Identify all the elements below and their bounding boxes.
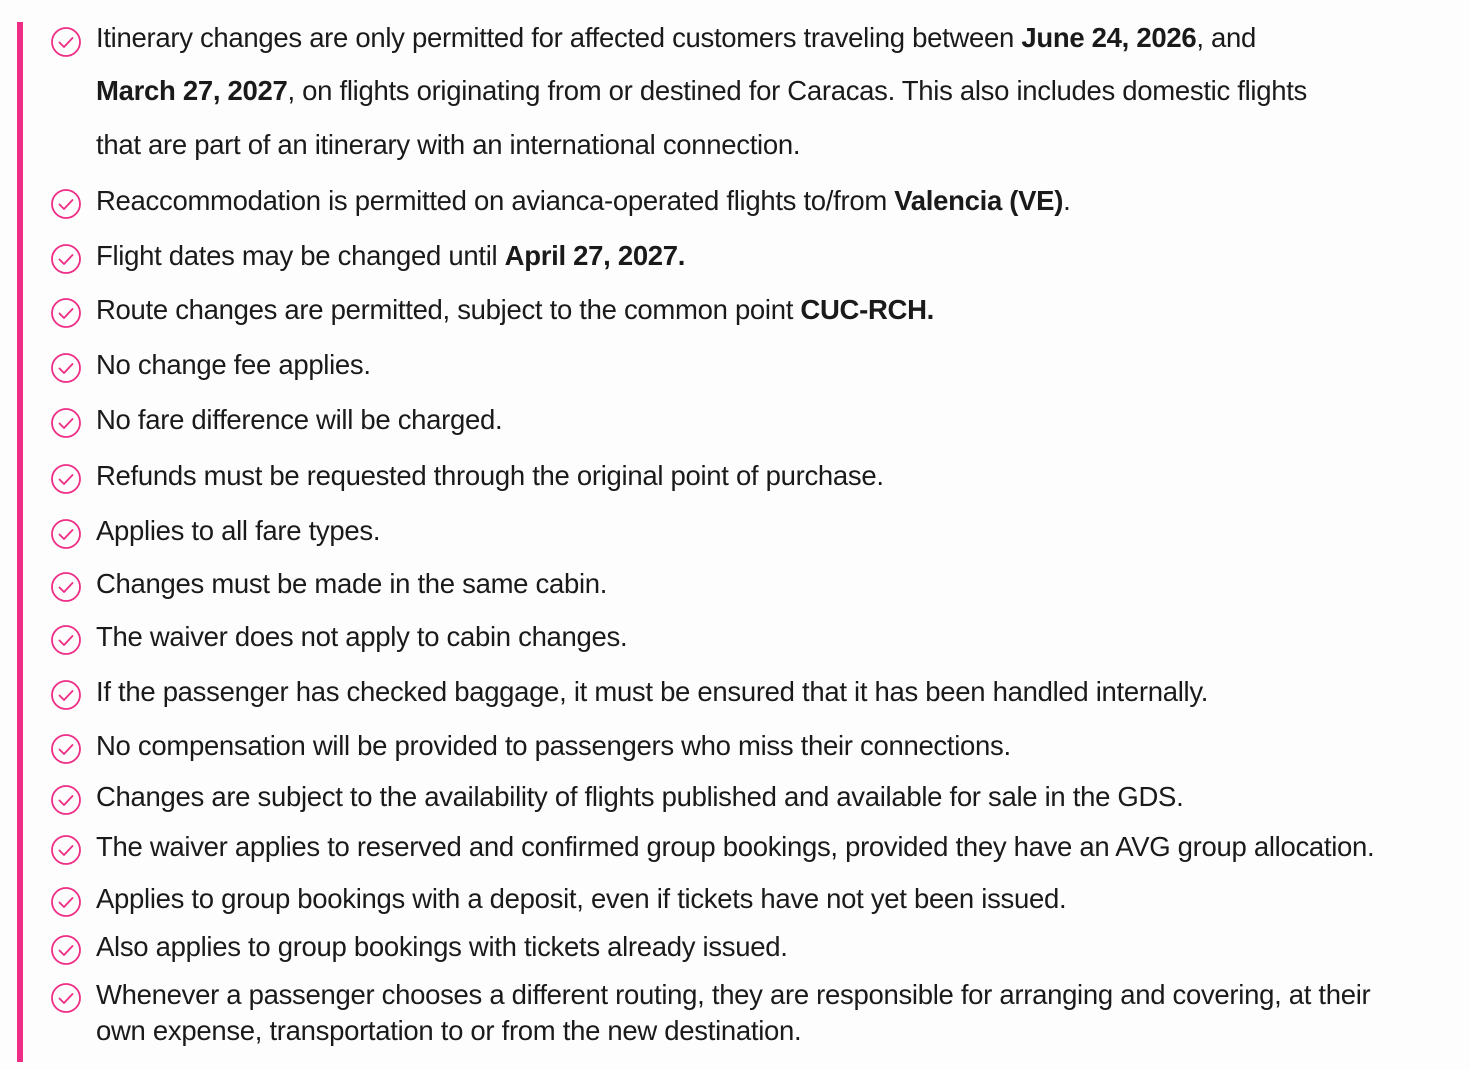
check-circle-icon	[50, 679, 82, 711]
text-segment: Whenever a passenger chooses a different routing, they are responsible for arranging and covering, at their	[96, 979, 1371, 1010]
check-circle-icon	[50, 26, 82, 58]
check-circle-icon	[50, 571, 82, 603]
text-segment: Flight dates may be changed until	[96, 240, 505, 271]
list-item-text	[96, 979, 1446, 1011]
list-item-text	[96, 730, 1446, 762]
list-item-text	[96, 1015, 1446, 1047]
list-item-text	[96, 129, 1446, 161]
check-circle-icon	[50, 934, 82, 966]
list-item-text	[96, 349, 1446, 381]
check-circle-icon	[50, 243, 82, 275]
check-circle-icon	[50, 624, 82, 656]
list-item-text	[96, 22, 1446, 54]
text-segment: that are part of an itinerary with an international connection.	[96, 129, 801, 160]
text-segment: own expense, transportation to or from the new destination.	[96, 1015, 802, 1046]
text-segment: Also applies to group bookings with tickets already issued.	[96, 931, 788, 962]
text-segment: , and	[1196, 22, 1256, 53]
list-item-text	[96, 781, 1446, 813]
list-item-text	[96, 931, 1446, 963]
list-item-text	[96, 676, 1446, 708]
list-item-text	[96, 460, 1446, 492]
list-item-text	[96, 831, 1446, 863]
check-circle-icon	[50, 297, 82, 329]
check-circle-icon	[50, 463, 82, 495]
check-circle-icon	[50, 784, 82, 816]
text-segment: If the passenger has checked baggage, it must be ensured that it has been handled internally.	[96, 676, 1209, 707]
list-item-text	[96, 621, 1446, 653]
text-segment: Reaccommodation is permitted on avianca-operated flights to/from	[96, 185, 895, 216]
check-circle-icon	[50, 407, 82, 439]
list-item-text	[96, 240, 1446, 272]
list-item-text	[96, 568, 1446, 600]
check-circle-icon	[50, 188, 82, 220]
text-segment: Refunds must be requested through the original point of purchase.	[96, 460, 884, 491]
list-item-text	[96, 294, 1446, 326]
emphasis-text: March 27, 2027	[96, 75, 288, 106]
emphasis-text: April 27, 2027.	[504, 240, 686, 271]
text-segment: Changes must be made in the same cabin.	[96, 568, 608, 599]
emphasis-text: June 24, 2026	[1021, 22, 1197, 53]
text-segment: , on flights originating from or destined for Caracas. This also includes domestic flights	[287, 75, 1308, 106]
text-segment: The waiver does not apply to cabin changes.	[96, 621, 628, 652]
text-segment: The waiver applies to reserved and confirmed group bookings, provided they have an AVG group allocation.	[96, 831, 1375, 862]
list-item-text	[96, 883, 1446, 915]
text-segment: .	[1063, 185, 1071, 216]
check-circle-icon	[50, 518, 82, 550]
text-segment: Route changes are permitted, subject to the common point	[96, 294, 801, 325]
list-item-text	[96, 75, 1446, 107]
check-circle-icon	[50, 982, 82, 1014]
list-item-text	[96, 404, 1446, 436]
text-segment: Itinerary changes are only permitted for affected customers traveling between	[96, 22, 1022, 53]
accent-bar	[17, 22, 23, 1062]
check-circle-icon	[50, 886, 82, 918]
text-segment: Applies to group bookings with a deposit, even if tickets have not yet been issued.	[96, 883, 1067, 914]
emphasis-text: CUC-RCH.	[800, 294, 934, 325]
check-circle-icon	[50, 352, 82, 384]
text-segment: No change fee applies.	[96, 349, 371, 380]
emphasis-text: Valencia (VE)	[894, 185, 1064, 216]
text-segment: No compensation will be provided to passengers who miss their connections.	[96, 730, 1011, 761]
text-segment: Applies to all fare types.	[96, 515, 381, 546]
check-circle-icon	[50, 733, 82, 765]
check-circle-icon	[50, 834, 82, 866]
text-segment: No fare difference will be charged.	[96, 404, 503, 435]
text-segment: Changes are subject to the availability of flights published and available for sale in the GDS.	[96, 781, 1184, 812]
list-item-text	[96, 185, 1446, 217]
list-item-text	[96, 515, 1446, 547]
